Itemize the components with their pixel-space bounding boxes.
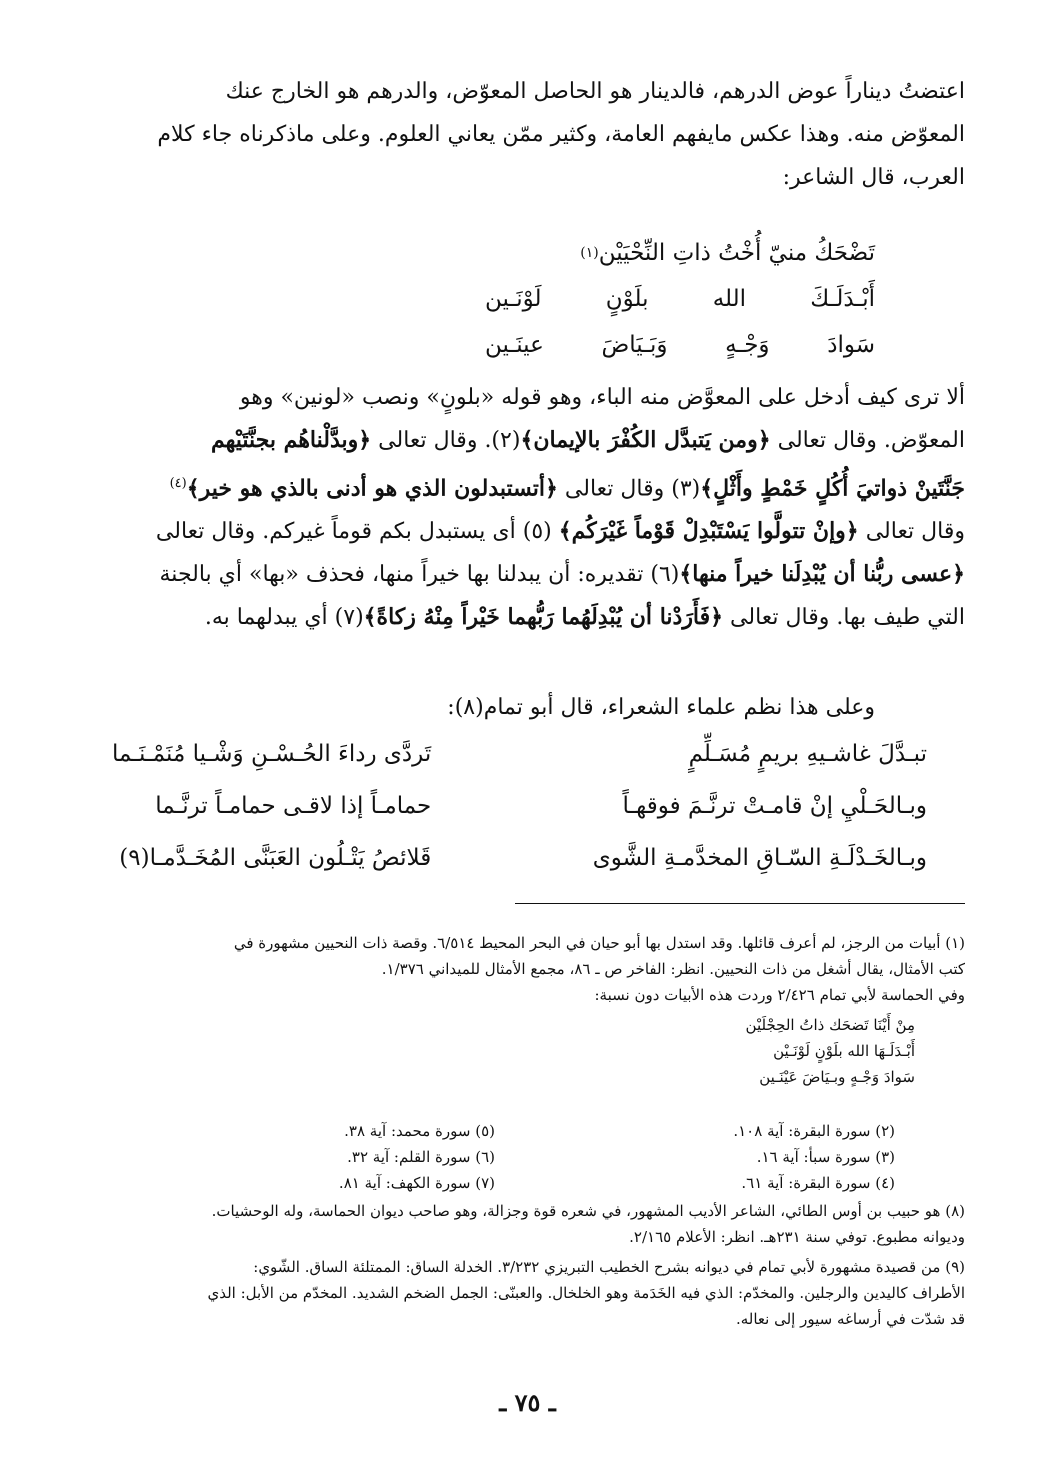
quran-quote: ﴿وإنْ تتولَّوا يَسْتَبْدِلْ قَوْماً غَيْرَكُم﴾: [558, 518, 859, 545]
verse-line: [485, 276, 875, 322]
text-line: العرب، قال الشاعر:: [782, 165, 965, 190]
footnote-1-verse: [615, 1012, 915, 1090]
footnote-verse-line: أَبْـدَلَـهَا الله بلَوْنٍ لَوْنَـيْن: [773, 1042, 915, 1060]
text-line: اعتضتُ ديناراً عوض الدرهم، فالدينار هو الحاصل المعوّض، والدرهم هو الخارج عنك: [225, 79, 965, 104]
page-number: ـ ٧٥ ـ: [499, 1388, 556, 1417]
footnote-line: كتب الأمثال، يقال أشغل من ذات النحيين. انظر: الفاخر ص ـ ٨٦، مجمع الأمثال للميداني ١/٣٧٦.: [381, 960, 965, 978]
text-line: وعلى هذا نظم علماء الشعراء، قال أبو تمام(٨):: [447, 695, 875, 720]
text-line: [85, 596, 965, 639]
verse-word: سَوادَ: [827, 332, 875, 358]
footnote-verse-line: مِنْ أَيْنَا تَضحَك ذاتُ الحِجْلَيْن: [745, 1016, 915, 1034]
verse-word: الله: [712, 286, 747, 312]
hemistich: حمامـاً إذا لاقـى حمامـاً ترنَّـما: [155, 793, 432, 819]
footnote-line: وفي الحماسة لأبي تمام ٢/٤٢٦ وردت هذه الأبيات دون نسبة:: [594, 986, 965, 1004]
text-segment: وقال تعالى: [858, 519, 965, 545]
text-line: [85, 510, 965, 553]
footnote-5: (٥) سورة محمد: آية ٣٨.: [344, 1122, 495, 1140]
footnote-2: (٢) سورة البقرة: آية ١٠٨.: [733, 1122, 895, 1140]
footnote-1: [85, 930, 965, 1008]
verse-line: [485, 322, 875, 368]
footnote-ref: (١): [580, 245, 599, 261]
footnote-line: قد شدّت في أرساغه سيور إلى نعاله.: [735, 1310, 965, 1328]
footnote-line: (٨) هو حبيب بن أوس الطائي، الشاعر الأديب المشهور، في شعره قوة وجزالة، وهو صاحب ديوان الحماسة، وله الوحشيات.: [211, 1202, 965, 1220]
verse-word: أَبْـدَلَـكَ: [810, 286, 875, 312]
footnote-line: (١) أبيات من الرجز، لم أعرف قائلها. وقد استدل بها أبو حيان في البحر المحيط ٦/٥١٤. وقصة ذات النحيين مشهورة في: [233, 934, 965, 952]
footnote-line: وديوانه مطبوع. توفي سنة ٢٣١هـ. انظر: الأعلام ٢/١٦٥.: [629, 1228, 965, 1246]
quran-paragraph: [85, 376, 965, 639]
footnote-3: (٣) سورة سبأ: آية ١٦.: [756, 1148, 895, 1166]
rajaz-verse: [485, 230, 875, 368]
text-segment: المعوّض. وقال تعالى: [770, 428, 965, 453]
footnote-7: (٧) سورة الكهف: آية ٨١.: [338, 1174, 495, 1192]
text-segment: (٦) تقديره: أن يبدلنا بها خيراً منها، فحذف «بها» أي بالجنة: [159, 562, 680, 588]
footnote-9: [85, 1254, 965, 1332]
footnote-6: (٦) سورة القلم: آية ٣٢.: [347, 1148, 495, 1166]
quran-quote: ﴿عسى ربُّنا أن يُبْدِلَنا خيراً منها﴾: [679, 561, 965, 588]
poem-right-column: [593, 728, 927, 884]
verse-line: [485, 230, 875, 276]
text-line: [85, 419, 965, 462]
text-line: ألا ترى كيف أدخل على المعوَّض منه الباء، وهو قوله «بلونٍ» ونصب «لونين» وهو: [239, 385, 965, 410]
footnote-8: [85, 1198, 965, 1250]
footnote-separator: [515, 903, 965, 904]
opening-paragraph: [85, 70, 965, 199]
verse-word: لَوْنَـين: [485, 286, 542, 312]
text-segment: (٥) أى يستبدل بكم قوماً غيركم. وقال تعالى: [155, 519, 559, 545]
quran-quote: ﴿وبدَّلْناهُم بجنَّتَيْهم: [211, 427, 372, 453]
text-segment: (٢). وقال تعالى: [371, 428, 521, 453]
hemistich: وبـالخَـدْلَـةِ السّـاقِ المخدَّمـةِ الشَّوى: [592, 845, 927, 871]
footnote-line: الأطراف كاليدين والرجلين. والمخدّم: الذي فيه الخَدَمة وهو الخلخال. والعبنّى: الجمل الضخم الشديد. المخدّم من الأبل: الذي: [207, 1284, 965, 1302]
footnotes-column-left: [339, 1118, 495, 1196]
poem-intro: [85, 686, 875, 729]
verse-word: وَبَـيَاضَ: [601, 332, 668, 358]
verse-text: تَضْحَكُ منيّ أُخْتُ ذاتِ النِّحْيَيْن: [598, 240, 875, 266]
footnote-line: (٩) من قصيدة مشهورة لأبي تمام في ديوانه بشرح الخطيب التبريزي ٣/٢٣٢. الخدلة الساق: الممتلئة الساق. الشّوي:: [253, 1258, 965, 1276]
hemistich: وبـالحَـلْيِ إنْ قامـتْ ترنَّـمَ فوقهـاً: [622, 793, 927, 819]
quran-quote: ﴿فَأَرَدْنا أن يُبْدِلَهُما رَبُّهما خَيْراً مِنْهُ زكاةً﴾: [363, 604, 724, 631]
text-segment: (٧) أي يبدلهما به.: [204, 605, 364, 631]
footnote-ref: (٤): [169, 476, 187, 491]
quran-quote: جَنَّتَينْ ذواتيَ أُكُلٍ خَمْطٍ وأَثْلٍ﴾: [700, 475, 965, 502]
hemistich: قَلائصُ يَتْـلُون العَبَنَّى المُخَـدَّمـا(٩): [119, 845, 432, 871]
text-segment: التي طيف بها. وقال تعالى: [723, 605, 965, 631]
verse-word: بلَوْنٍ: [605, 286, 649, 312]
quran-quote: ﴿ومن يَتبدَّل الكُفْرَ بالإيمان﴾: [520, 427, 771, 453]
text-segment: (٣) وقال تعالى: [557, 476, 701, 502]
quran-quote: ﴿أتستبدلون الذي هو أدنى بالذي هو خير﴾: [186, 475, 558, 502]
hemistich: تبـدَّلَ غاشـيهِ بريمٍ مُسَـلِّمٍ: [688, 741, 927, 767]
poem-left-column: [112, 728, 431, 884]
footnote-4: (٤) سورة البقرة: آية ٦١.: [741, 1174, 895, 1192]
text-line: المعوّض منه. وهذا عكس مايفهم العامة، وكثير ممّن يعاني العلوم. وعلى ماذكرناه جاء كلام: [157, 122, 965, 147]
footnote-verse-line: سَوادَ وَجْـهٍ وبـيَاضَ عَيْنَـين: [759, 1068, 915, 1086]
verse-word: عينَـين: [485, 332, 544, 358]
verse-word: وَجْـهٍ: [725, 332, 770, 358]
text-line: [85, 462, 965, 510]
text-line: [85, 553, 965, 596]
hemistich: تَردَّى رداءَ الحُـسْـنِ وَشْـيا مُنَمْـنَـما: [112, 741, 432, 767]
footnotes-column-right: [733, 1118, 895, 1196]
